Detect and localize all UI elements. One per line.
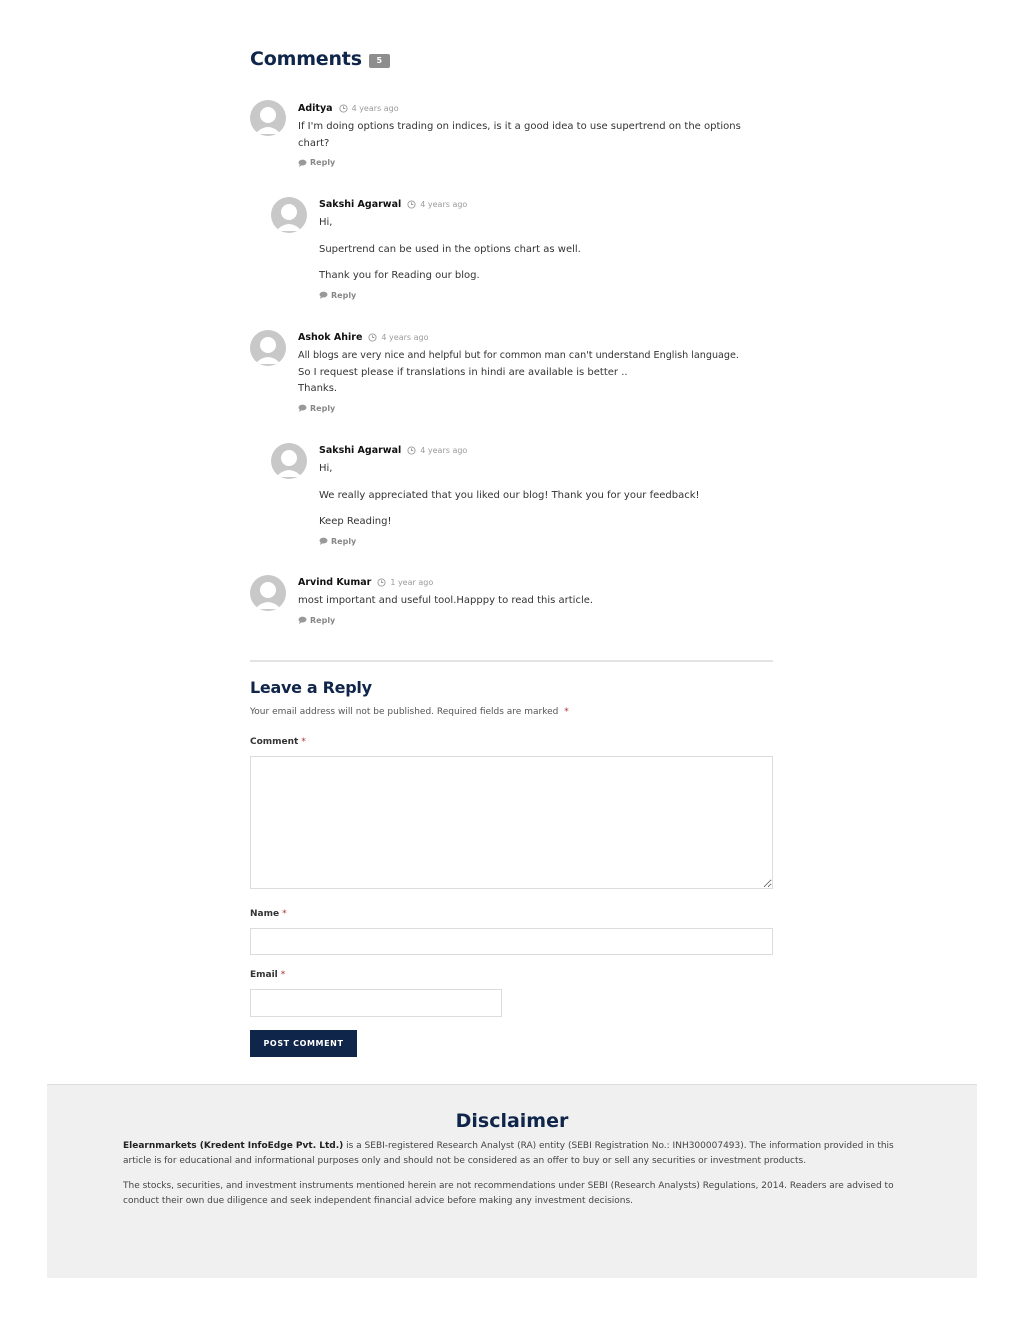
required-fields-note: Your email address will not be published. Required fields are marked *	[250, 707, 569, 717]
chat-bubble-icon	[319, 291, 328, 299]
reply-label: Reply	[331, 290, 357, 300]
chat-bubble-icon	[298, 404, 307, 412]
comment-time[interactable]: 4 years ago	[420, 445, 468, 455]
clock-icon	[407, 200, 416, 209]
avatar-placeholder-icon	[250, 575, 286, 611]
comment-text: If I'm doing options trading on indices, is it a good idea to use supertrend on the options chart?	[298, 121, 741, 149]
reply-label: Reply	[331, 536, 357, 546]
avatar-placeholder-icon	[271, 197, 307, 233]
reply-label: Reply	[310, 615, 336, 625]
clock-icon	[368, 333, 377, 342]
name-field-label: Name *	[250, 909, 287, 919]
disclaimer-title: Disclaimer	[455, 1110, 569, 1132]
reply-button[interactable]	[298, 616, 753, 625]
clock-icon	[377, 578, 386, 587]
reply-button[interactable]	[298, 404, 773, 413]
reply-label: Reply	[310, 403, 336, 413]
comment-time[interactable]: 4 years ago	[381, 332, 429, 342]
reply-button[interactable]	[319, 537, 759, 546]
comment-time[interactable]: 1 year ago	[390, 577, 434, 587]
reply-button[interactable]	[298, 158, 753, 167]
avatar-placeholder-icon	[250, 100, 286, 136]
disclaimer-paragraph: Elearnmarkets (Kredent InfoEdge Pvt. Ltd.) is a SEBI-registered Research Analyst (RA) entity (SEBI Registration No.: INH300007493). The information provided in this article is for educational and informational purposes only and should not be considered as an offer to buy or sell any securities or investment products.	[123, 1141, 894, 1166]
clock-icon	[407, 446, 416, 455]
comment-text: Hi, We really appreciated that you liked our blog! Thank you for your feedback! Keep Reading!	[319, 463, 700, 527]
comment-author[interactable]: Arvind Kumar	[298, 576, 372, 588]
reply-button[interactable]	[319, 291, 759, 300]
disclaimer-section	[47, 1084, 977, 1278]
required-mark: *	[301, 737, 306, 747]
reply-label: Reply	[310, 158, 336, 167]
comments-count-badge: 5	[369, 54, 390, 68]
avatar-placeholder-icon	[250, 330, 286, 366]
comment-author[interactable]: Aditya	[298, 102, 333, 114]
comment-author[interactable]: Sakshi Agarwal	[319, 444, 402, 456]
clock-icon	[339, 104, 348, 113]
comment-text: most important and useful tool.Happpy to read this article.	[298, 595, 594, 606]
comment-author[interactable]: Sakshi Agarwal	[319, 198, 402, 210]
required-mark: *	[282, 909, 287, 919]
comment-time[interactable]: 4 years ago	[420, 199, 468, 209]
comments-heading	[250, 48, 390, 70]
comment-textarea[interactable]	[250, 756, 773, 889]
email-input[interactable]	[250, 989, 502, 1017]
leave-reply-title: Leave a Reply	[250, 678, 372, 697]
company-name: Elearnmarkets (Kredent InfoEdge Pvt. Ltd.)	[123, 1141, 344, 1151]
comments-title: Comments	[250, 48, 362, 70]
comment-text: Hi, Supertrend can be used in the options chart as well. Thank you for Reading our blog.	[319, 217, 581, 281]
comment-text: All blogs are very nice and helpful but for common man can't understand English language. So I request please if translations in hindi are available is better .. Thanks.	[298, 350, 739, 394]
email-field-label: Email *	[250, 970, 286, 980]
comment-author[interactable]: Ashok Ahire	[298, 331, 363, 343]
comment-field-label: Comment *	[250, 737, 306, 747]
comment-time[interactable]: 4 years ago	[351, 103, 399, 113]
required-mark: *	[280, 970, 286, 980]
section-divider	[250, 660, 773, 662]
chat-bubble-icon	[298, 616, 307, 624]
chat-bubble-icon	[319, 537, 328, 545]
name-input[interactable]	[250, 928, 773, 955]
disclaimer-paragraph: The stocks, securities, and investment instruments mentioned herein are not recommendations under SEBI (Research Analysts) Regulations, 2014. Readers are advised to conduct their own due diligence and seek independent financial advice before making any investment decisions.	[123, 1181, 894, 1206]
avatar-placeholder-icon	[271, 443, 307, 479]
post-comment-button[interactable]: POST COMMENT	[250, 1030, 357, 1057]
chat-bubble-icon	[298, 159, 307, 167]
required-mark: *	[564, 707, 569, 717]
